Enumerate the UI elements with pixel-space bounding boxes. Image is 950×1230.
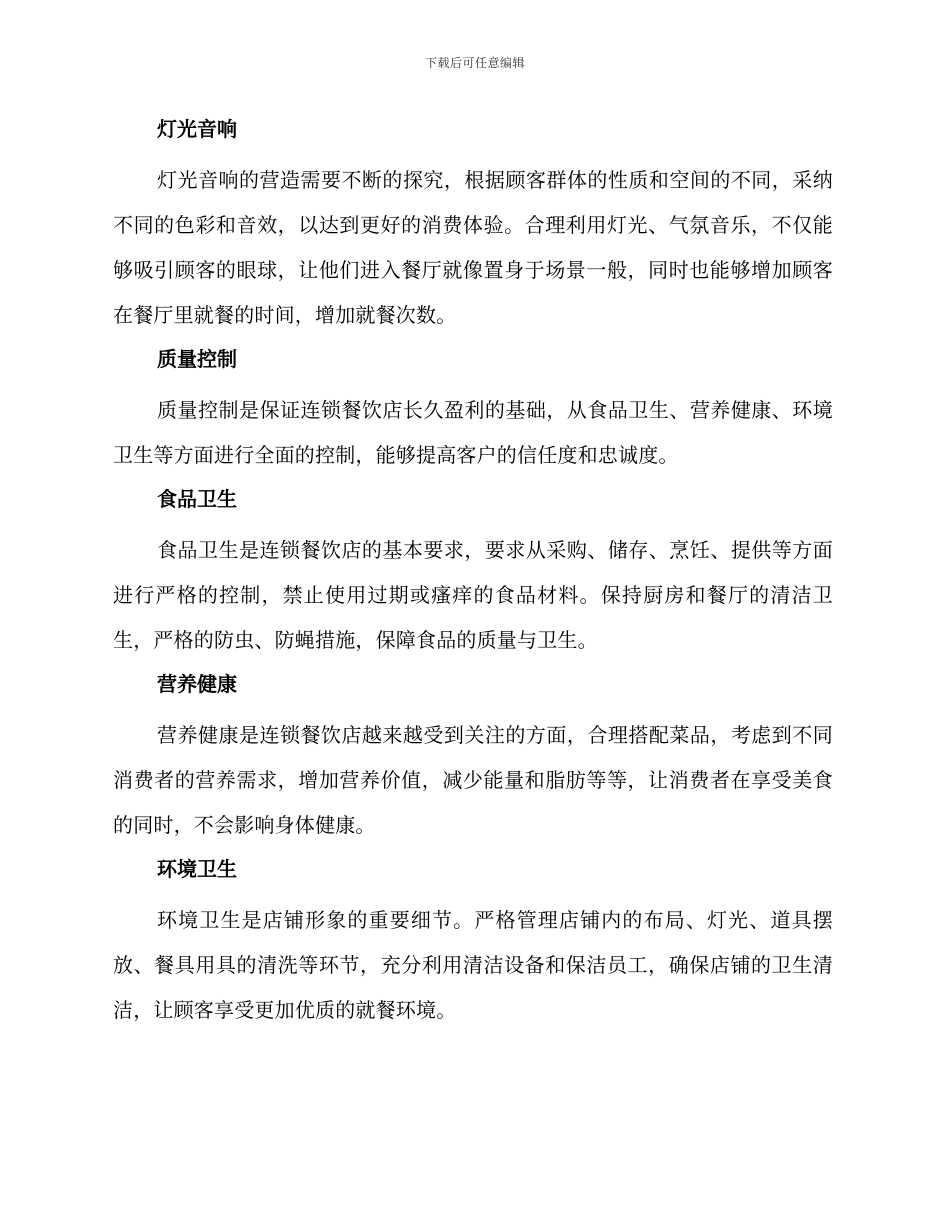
section-paragraph: 营养健康是连锁餐饮店越来越受到关注的方面，合理搭配菜品，考虑到不同消费者的营养需求，增加营养价值，减少能量和脂肪等等，让消费者在享受美食的同时，不会影响身体健康。 — [113, 723, 833, 837]
page-header: 下载后可任意编辑 — [424, 56, 525, 70]
section-heading: 营养健康 — [157, 672, 237, 696]
section-lighting-sound — [113, 112, 833, 338]
section-quality-control — [113, 342, 833, 478]
section-paragraph: 环境卫生是店铺形象的重要细节。严格管理店铺内的布局、灯光、道具摆放、餐具用具的清洗等环节，充分利用清洁设备和保洁员工，确保店铺的卫生清洁，让顾客享受更加优质的就餐环境。 — [113, 908, 833, 1022]
section-heading: 质量控制 — [157, 347, 237, 371]
section-heading: 食品卫生 — [157, 487, 237, 511]
section-heading: 环境卫生 — [157, 857, 237, 881]
section-nutrition-health — [113, 667, 833, 848]
section-paragraph: 灯光音响的营造需要不断的探究，根据顾客群体的性质和空间的不同，采纳不同的色彩和音效，以达到更好的消费体验。合理利用灯光、气氛音乐，不仅能够吸引顾客的眼球，让他们进入餐厅就像置身于场景一般，同时也能够增加顾客在餐厅里就餐的时间，增加就餐次数。 — [113, 168, 833, 327]
section-heading: 灯光音响 — [157, 117, 237, 141]
document-body — [113, 112, 833, 1033]
section-paragraph: 质量控制是保证连锁餐饮店长久盈利的基础，从食品卫生、营养健康、环境卫生等方面进行全面的控制，能够提高客户的信任度和忠诚度。 — [113, 398, 833, 467]
section-paragraph: 食品卫生是连锁餐饮店的基本要求，要求从采购、储存、烹饪、提供等方面进行严格的控制，禁止使用过期或瘙痒的食品材料。保持厨房和餐厅的清洁卫生，严格的防虫、防蝇措施，保障食品的质量与卫生。 — [113, 538, 833, 652]
section-environment-hygiene — [113, 852, 833, 1033]
section-food-hygiene — [113, 482, 833, 663]
